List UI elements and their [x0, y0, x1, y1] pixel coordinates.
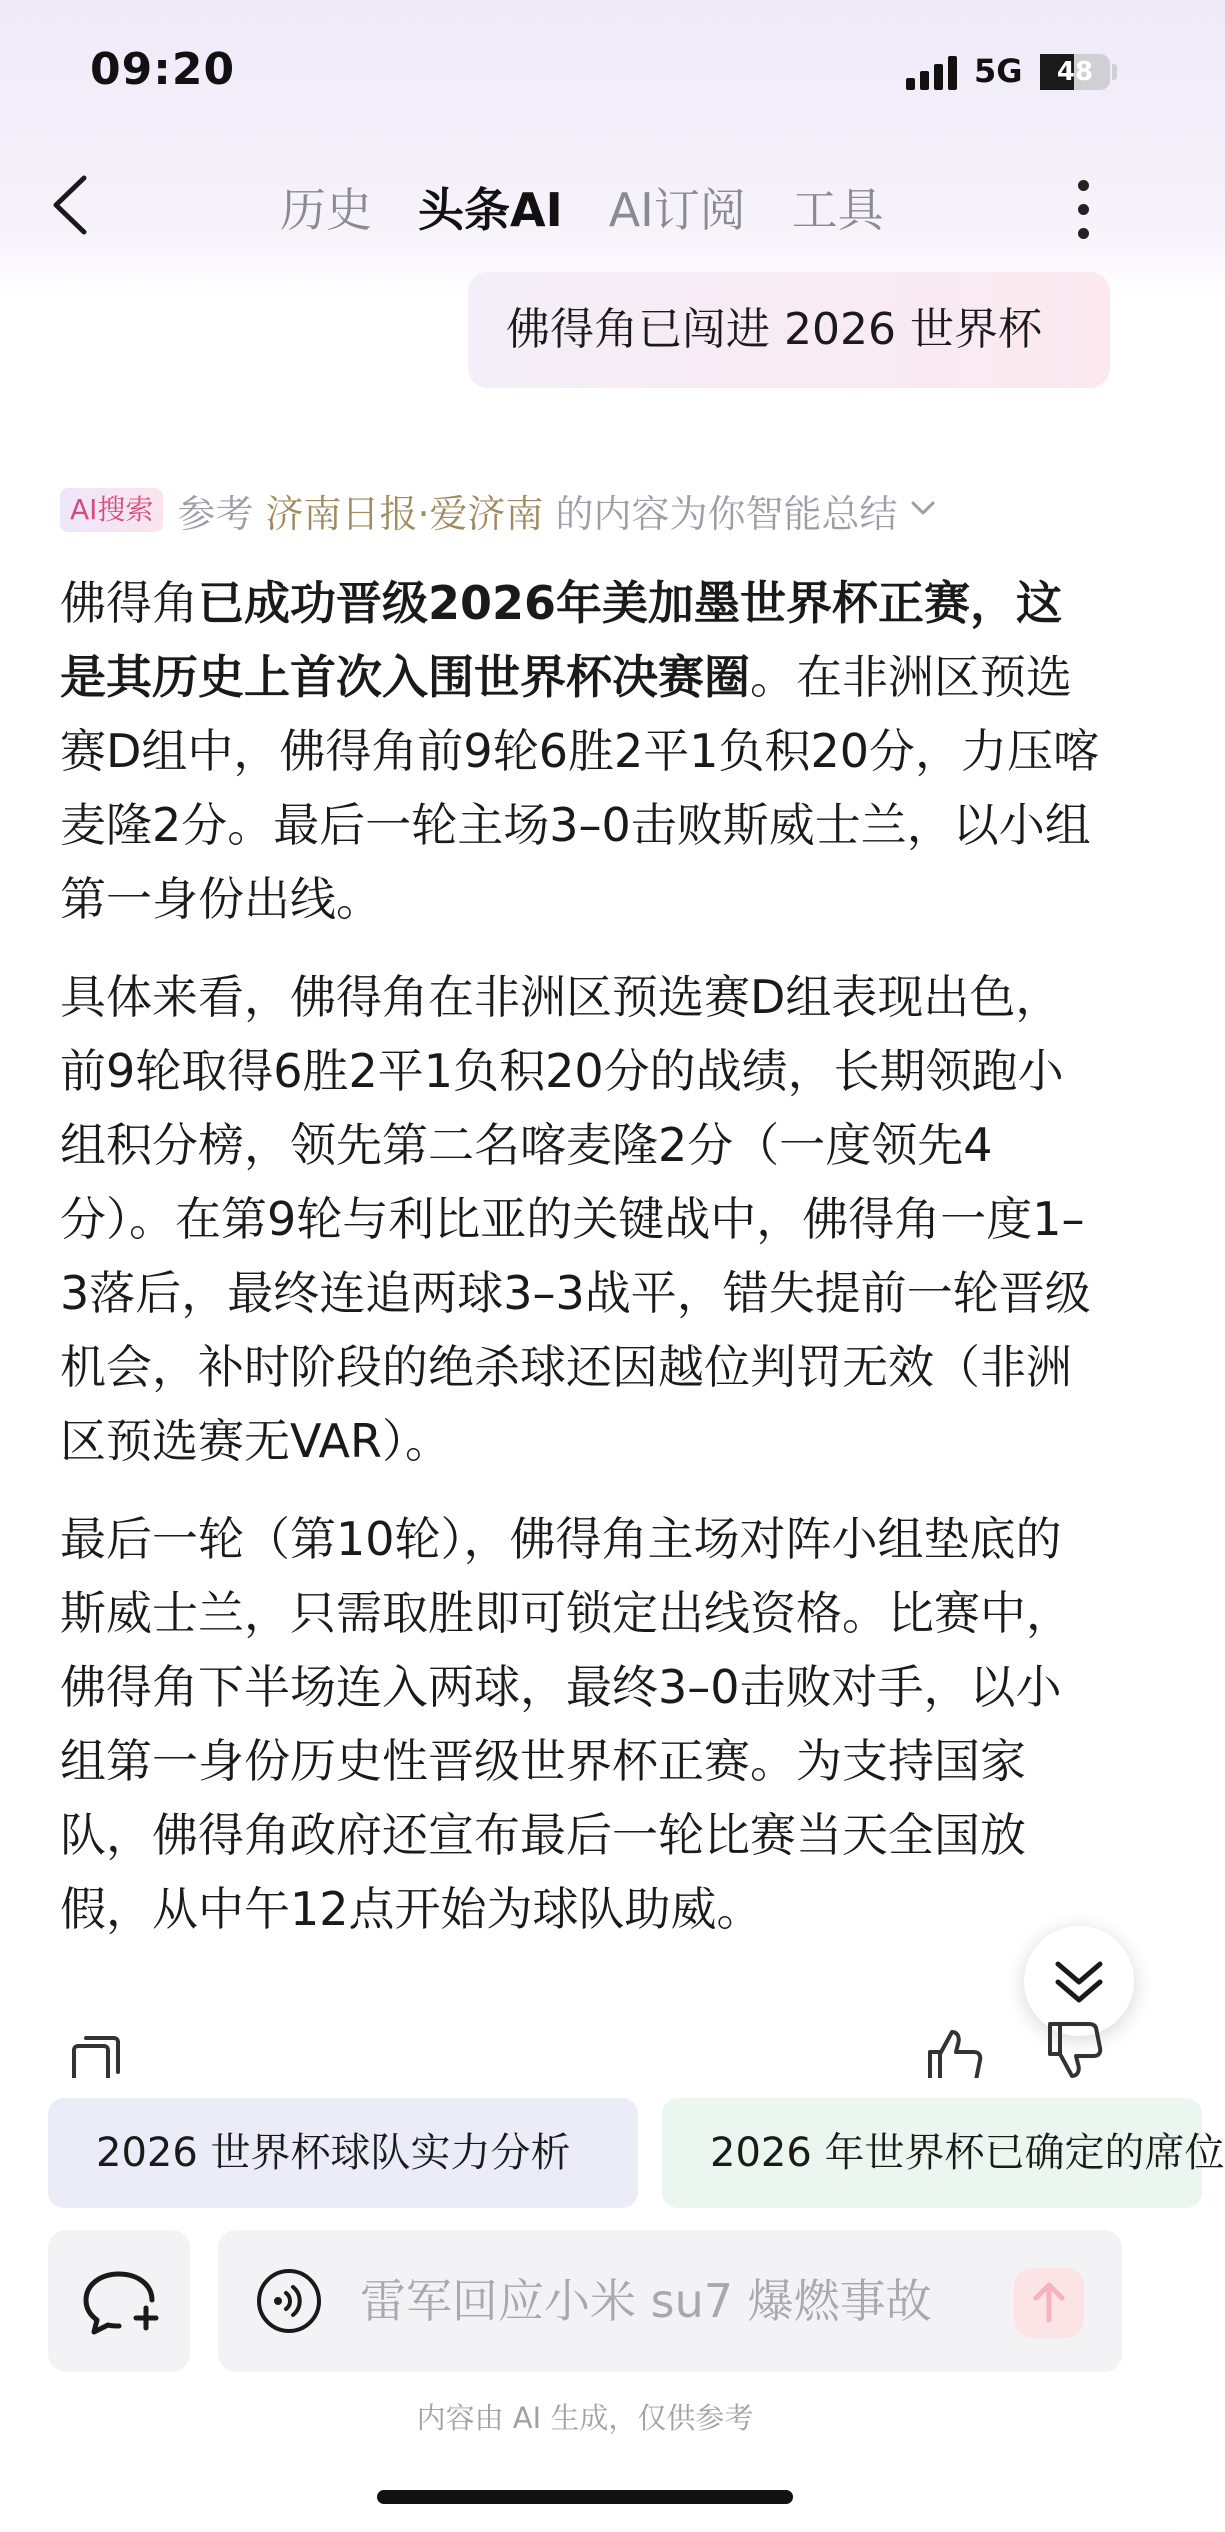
source-summary-toggle[interactable] — [60, 484, 938, 536]
suggestion-chip[interactable]: 2026 年世界杯已确定的席位 — [662, 2098, 1202, 2208]
status-time: 09:20 — [90, 44, 236, 95]
network-type: 5G — [974, 52, 1023, 90]
chat-plus-icon — [48, 2230, 190, 2372]
back-button[interactable] — [44, 170, 104, 240]
more-dots-icon-mid — [1078, 204, 1089, 215]
answer-p1-rest: 。在非洲区预选赛D组中，佛得角前9轮6胜2平1负积20分，力压喀麦隆2分。最后一轮主场3–0击败斯威士兰，以小组第一身份出线。 — [60, 650, 1100, 926]
answer-actions — [0, 2020, 1170, 2078]
ai-answer — [60, 566, 1100, 1970]
source-name[interactable]: 济南日报·爱济南 — [265, 491, 544, 536]
battery-level: 48 — [1056, 57, 1094, 87]
ai-search-badge: AI搜索 — [60, 488, 163, 532]
user-message-bubble: 佛得角已闯进 2026 世界杯 — [468, 272, 1110, 388]
tab-toutiao-ai[interactable]: 头条AI — [418, 183, 563, 237]
source-prefix: 参考 — [177, 491, 254, 536]
source-suffix: 的内容为你智能总结 — [555, 491, 898, 536]
home-indicator[interactable] — [377, 2490, 793, 2504]
bottom-panel — [0, 2078, 1225, 2532]
answer-paragraph-3: 最后一轮（第10轮），佛得角主场对阵小组垫底的斯威士兰，只需取胜即可锁定出线资格。比赛中，佛得角下半场连入两球，最终3–0击败对手，以小组第一身份历史性晋级世界杯正赛。为支持国家队，佛得角政府还宣布最后一轮比赛当天全国放假，从中午12点开始为球队助威。 — [60, 1512, 1072, 1936]
more-options-button[interactable] — [1068, 176, 1098, 242]
thumbs-up-icon[interactable] — [924, 2026, 984, 2086]
arrow-up-icon — [1014, 2268, 1084, 2338]
answer-p1-lead: 佛得角 — [60, 576, 198, 630]
chevron-left-icon — [44, 170, 104, 240]
tab-tools[interactable]: 工具 — [791, 183, 884, 237]
message-input[interactable] — [218, 2230, 1122, 2372]
ai-disclaimer: 内容由 AI 生成，仅供参考 — [416, 2401, 754, 2435]
chevron-down-icon — [908, 493, 938, 523]
battery-icon — [1040, 54, 1110, 90]
tab-history[interactable]: 历史 — [280, 183, 372, 237]
battery-tip — [1112, 64, 1117, 80]
answer-paragraph-2: 具体来看，佛得角在非洲区预选赛D组表现出色，前9轮取得6胜2平1负积20分的战绩，长期领跑小组积分榜，领先第二名喀麦隆2分（一度领先4分）。在第9轮与利比亚的关键战中，佛得角一度1–3落后，最终连追两球3–3战平，错失提前一轮晋级机会，补时阶段的绝杀球还因越位判罚无效（非洲区预选赛无VAR）。 — [60, 970, 1091, 1468]
answer-paragraph-1 — [60, 566, 1100, 936]
tab-ai-subscribe[interactable]: AI订阅 — [608, 183, 746, 237]
answer-p1-bold: 已成功晋级2026年美加墨世界杯正赛，这是其历史上首次入围世界杯决赛圈 — [60, 576, 1063, 704]
more-dots-icon-bottom — [1078, 228, 1089, 239]
status-bar — [0, 0, 1170, 150]
send-button[interactable] — [1014, 2268, 1084, 2338]
suggestion-chip[interactable]: 2026 世界杯球队实力分析 — [48, 2098, 638, 2208]
new-chat-button[interactable] — [48, 2230, 190, 2372]
more-dots-icon — [1078, 180, 1089, 191]
nav-tabs — [280, 172, 930, 242]
cellular-signal-icon — [906, 56, 958, 90]
thumbs-down-icon[interactable] — [1044, 2020, 1104, 2080]
voice-input-icon[interactable] — [256, 2268, 322, 2334]
input-placeholder: 雷军回应小米 su7 爆燃事故 — [360, 2274, 932, 2328]
